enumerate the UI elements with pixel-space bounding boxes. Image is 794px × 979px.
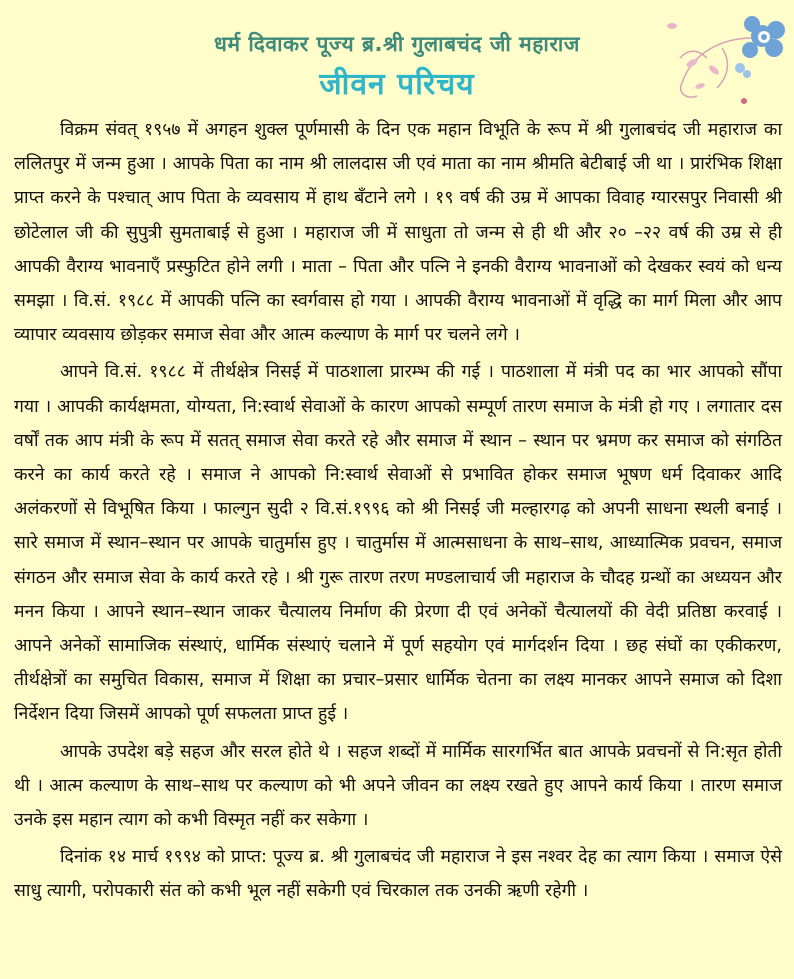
page-subtitle: धर्म दिवाकर पूज्य ब्र.श्री गुलाबचंद जी महाराज [214,32,580,56]
biography-text [14,113,782,912]
paragraph-3: आपके उपदेश बड़े सहज और सरल होते थे । सहज शब्दों में मार्मिक सारगर्भित बात आपके प्रवचनों से नि:सृत होती थी । आत्म कल्याण के साथ–साथ पर कल्याण को भी अपने जीवन का लक्ष्य रखते हुए आपने कार्य किया । तारण समाज उनके इस महान त्याग को कभी विस्मृत नहीं कर सकेगा । [14,741,782,831]
paragraph-4: दिनांक १४ मार्च १९९४ को प्राप्त: पूज्य ब्र. श्री गुलाबचंद जी महाराज ने इस नश्वर देह का त्याग किया । समाज ऐसे साधु त्यागी, परोपकारी संत को कभी भूल नहीं सकेगी एवं चिरकाल तक उनकी ऋणी रहेगी । [14,847,782,902]
page-title: जीवन परिचय [319,67,475,102]
paragraph-2: आपने वि.सं. १९८८ में तीर्थक्षेत्र निसई में पाठशाला प्रारम्भ की गई । पाठशाला में मंत्री पद का भार आपको सौंपा गया । आपकी कार्यक्षमता, योग्यता, नि:स्वार्थ सेवाओं के कारण आपको सम्पूर्ण तारण समाज के मंत्री हो गए । लगातार दस वर्षों तक आप मंत्री के रूप में सतत् समाज सेवा करते रहे और समाज में स्थान – स्थान पर भ्रमण कर समाज को संगठित करने का कार्य करते रहे । समाज ने आपको नि:स्वार्थ सेवाओं से प्रभावित होकर समाज भूषण धर्म दिवाकर आदि अलंकरणों से विभूषित किया । फाल्गुन सुदी २ वि.सं.१९९६ को श्री निसई जी मल्हारगढ़ को अपनी साधना स्थली बनाई । सारे समाज में स्थान–स्थान पर आपके चातुर्मास हुए । चातुर्मास में आत्मसाधना के साथ–साथ, आध्यात्मिक प्रवचन, समाज संगठन और समाज सेवा के कार्य करते रहे । श्री गुरू तारण तरण मण्डलाचार्य जी महाराज के चौदह ग्रन्थों का अध्ययन और मनन किया । आपने स्थान–स्थान जाकर चैत्यालय निर्माण की प्रेरणा दी एवं अनेकों चैत्यालयों की वेदी प्रतिष्ठा करवाई । आपने अनेकों सामाजिक संस्थाएं, धार्मिक संस्थाएं चलाने में पूर्ण सहयोग एवं मार्गदर्शन दिया । छह संघों का एकीकरण, तीर्थक्षेत्रों का समुचित विकास, समाज में शिक्षा का प्रचार–प्रसार धार्मिक चेतना का लक्ष्य मानकर आपने समाज को दिशा निर्देशन दिया जिसमें आपको पूर्ण सफलता प्राप्त हुई । [14,362,782,725]
paragraph-1: विक्रम संवत् १९५७ में अगहन शुक्ल पूर्णमासी के दिन एक महान विभूति के रूप में श्री गुलाबचंद जी महाराज का ललितपुर में जन्म हुआ । आपके पिता का नाम श्री लालदास जी एवं माता का नाम श्रीमति बेटीबाई जी था । प्रारंभिक शिक्षा प्राप्त करने के पश्चात् आप पिता के व्यवसाय में हाथ बँटाने लगे । १९ वर्ष की उम्र में आपका विवाह ग्यारसपुर निवासी श्री छोटेलाल जी की सुपुत्री सुमताबाई से हुआ । महाराज जी में साधुता तो जन्म से ही थी और २० –२२ वर्ष की उम्र से ही आपकी वैराग्य भावनाएँ प्रस्फुटित होने लगी । माता – पिता और पत्नि ने इनकी वैराग्य भावनाओं को देखकर स्वयं को धन्य समझा । वि.सं. १९८८ में आपकी पत्नि का स्वर्गवास हो गया । आपकी वैराग्य भावनाओं में वृद्धि का मार्ग मिला और आप व्यापार व्यवसाय छोड़कर समाज सेवा और आत्म कल्याण के मार्ग पर चलने लगे । [14,120,782,346]
